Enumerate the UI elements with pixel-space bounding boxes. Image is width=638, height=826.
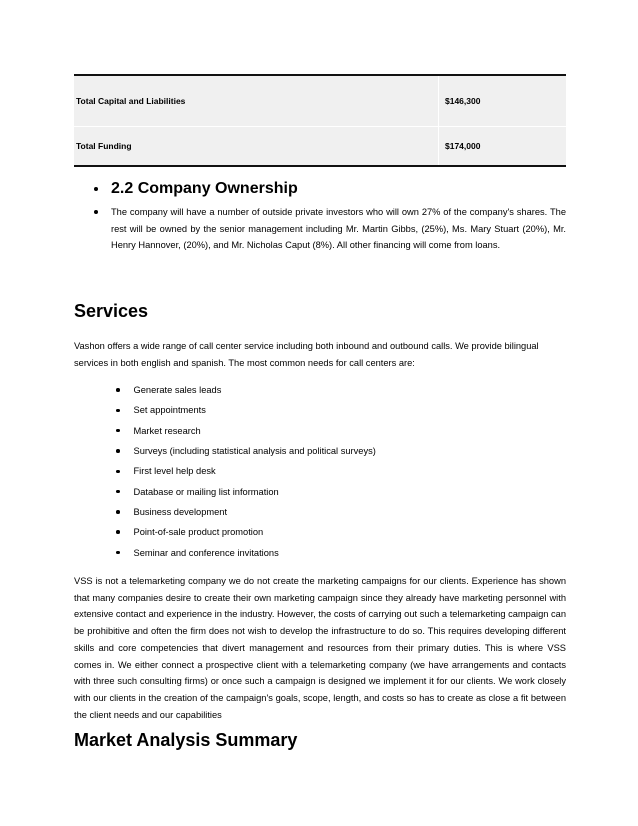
ownership-heading-text: 2.2 Company Ownership	[111, 180, 298, 197]
bullet-icon	[116, 490, 120, 494]
bullet-icon	[116, 409, 120, 413]
list-item-text: Set appointments	[133, 405, 206, 416]
list-item	[116, 380, 376, 400]
ownership-heading	[94, 178, 566, 200]
list-item	[116, 421, 376, 441]
list-item	[116, 481, 376, 501]
list-item-text: Market research	[133, 425, 201, 436]
table-row-value: $174,000	[438, 127, 566, 165]
funding-table	[74, 74, 566, 167]
table-row-label: Total Funding	[76, 141, 132, 151]
bullet-icon	[116, 510, 120, 514]
list-item-text: Database or mailing list information	[133, 486, 279, 497]
list-item-text: Generate sales leads	[133, 385, 222, 396]
list-item	[116, 542, 376, 562]
bullet-icon	[116, 388, 120, 392]
list-item	[116, 441, 376, 461]
list-item-text: Surveys (including statistical analysis and political surveys)	[133, 446, 376, 457]
table-row-label: Total Capital and Liabilities	[76, 96, 186, 106]
list-item-text: Business development	[133, 506, 228, 517]
table-row-value: $146,300	[438, 76, 566, 126]
list-item-text: Point-of-sale product promotion	[133, 527, 264, 538]
market-analysis-heading: Market Analysis Summary	[74, 730, 298, 750]
ownership-paragraph	[94, 204, 566, 254]
services-list	[116, 380, 376, 563]
table-row	[74, 76, 566, 126]
bullet-icon	[116, 429, 120, 433]
bullet-icon	[116, 449, 120, 453]
services-detail-paragraph: VSS is not a telemarketing company we do not create the marketing campaigns for our clients. Experience has shown that many companies desire to create their own marketing campaign since they already have marketing personnel with extensive contact and experience in the industry. However, the costs of carrying out such a telemarketing campaign can be prohibitive and often the firm does not wish to develop the infrastructure to do so. This requires developing different skills and core competencies that divert management and resources from their primary duties. This is where VSS comes in. We either connect a prospective client with a telemarketing company (we have arrangements and contacts with three such consulting firms) or once such a campaign is designed we implement it for our clients. We work closely with our clients in the creation of the campaign's goals, scope, length, and costs so has to create as close a fit between the client needs and our capabilities	[74, 576, 566, 720]
list-item-text: First level help desk	[133, 466, 216, 477]
ownership-paragraph-text: The company will have a number of outside private investors who will own 27% of the company's shares. The rest will be owned by the senior management including Mr. Martin Gibbs, (25%), Ms. Mary Stuart (20%), Mr. Henry Hannover, (20%), and Mr. Nicholas Caput (8%). All other financing will come from loans.	[111, 207, 566, 250]
bullet-icon	[116, 530, 120, 534]
bullet-icon	[116, 470, 120, 474]
ownership-section	[94, 178, 566, 254]
bullet-icon	[94, 210, 98, 214]
table-bottom-rule	[74, 165, 566, 167]
bullet-icon	[94, 187, 98, 191]
list-item	[116, 461, 376, 481]
list-item	[116, 522, 376, 542]
list-item	[116, 502, 376, 522]
list-item	[116, 400, 376, 420]
services-heading: Services	[74, 301, 149, 321]
table-row	[74, 127, 566, 165]
bullet-icon	[116, 551, 120, 555]
list-item-text: Seminar and conference invitations	[133, 547, 279, 558]
services-intro: Vashon offers a wide range of call center service including both inbound and outbound calls. We provide bilingual services in both english and spanish. The most common needs for call centers are:	[74, 341, 539, 368]
